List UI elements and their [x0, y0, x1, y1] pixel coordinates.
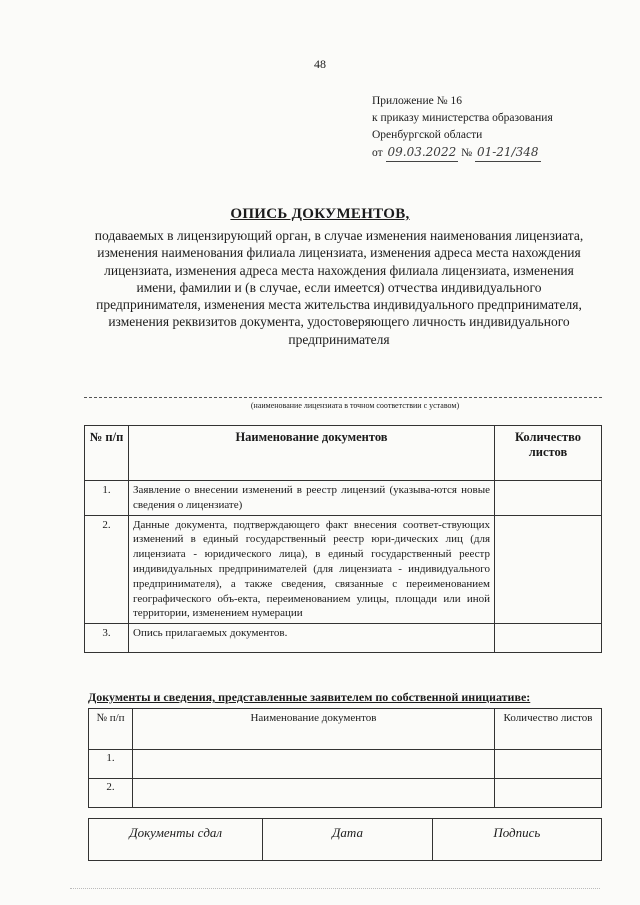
row-document-name: Данные документа, подтверждающего факт внесения соответ-ствующих изменений в единый государственный реестр юри-дических лиц (для лицензиата - юридического лица), в единый государственный реестр индивидуальных предпринимателей (для лицензиата - индивидуального предпринимателя), а также сведения, связанные с переименованием географического объ-екта, переименованием улицы, площади или иной территории, изменением нумерации	[129, 515, 495, 624]
row-number: 1.	[89, 750, 133, 779]
table-header-row	[85, 426, 602, 481]
order-date: 09.03.2022	[386, 144, 459, 162]
page-number: 48	[314, 57, 326, 71]
document-subtitle: подаваемых в лицензирующий орган, в случае изменения наименования лицензиата, изменения наименования филиала лицензиата, изменения адреса места нахождения лицензиата, изменения адреса места нахождения филиала лицензиата, изменения имени, фамилии и (в случае, если имеется) отчества индивидуального предпринимателя, изменения места жительства индивидуального предпринимателя, изменения реквизитов документа, удостоверяющего личность индивидуального предпринимателя	[94, 228, 584, 347]
header-document-name: Наименование документов	[129, 426, 495, 481]
submitted-by-label: Документы сдал	[89, 819, 263, 861]
signoff-table	[88, 818, 602, 861]
row-sheet-count[interactable]	[495, 624, 602, 653]
row-document-name[interactable]	[133, 750, 495, 779]
appendix-line-2: к приказу министерства образования	[372, 112, 553, 124]
date-label: Дата	[263, 819, 432, 861]
header-document-name: Наименование документов	[133, 709, 495, 750]
row-number: 2.	[89, 779, 133, 808]
own-initiative-title: Документы и сведения, представленные заявителем по собственной инициативе:	[88, 690, 531, 704]
row-sheet-count[interactable]	[495, 481, 602, 516]
header-sheet-count: Количество листов	[495, 426, 602, 481]
header-sheet-count: Количество листов	[495, 709, 602, 750]
signature-label: Подпись	[432, 819, 601, 861]
table-header-row	[89, 709, 602, 750]
date-prefix: от	[372, 147, 383, 159]
order-date-line	[372, 144, 553, 162]
row-document-name: Заявление о внесении изменений в реестр лицензий (указыва-ются новые сведения о лицензиате)	[129, 481, 495, 516]
order-number: 01-21/348	[475, 144, 541, 162]
header-number: № п/п	[89, 709, 133, 750]
row-number: 2.	[85, 515, 129, 624]
table-row	[85, 515, 602, 624]
licensee-name-line	[84, 397, 602, 398]
row-number: 1.	[85, 481, 129, 516]
row-sheet-count[interactable]	[495, 515, 602, 624]
appendix-line-1: Приложение № 16	[372, 95, 462, 107]
appendix-block	[372, 93, 553, 162]
row-sheet-count[interactable]	[495, 750, 602, 779]
table-row	[85, 481, 602, 516]
row-sheet-count[interactable]	[495, 779, 602, 808]
page-bottom-edge	[70, 888, 600, 889]
number-prefix: №	[461, 147, 473, 159]
table-row	[89, 779, 602, 808]
table-row	[85, 624, 602, 653]
documents-table	[84, 425, 602, 653]
document-title: ОПИСЬ ДОКУМЕНТОВ,	[230, 206, 410, 222]
signoff-header-row	[89, 819, 602, 861]
row-number: 3.	[85, 624, 129, 653]
header-number: № п/п	[85, 426, 129, 481]
row-document-name: Опись прилагаемых документов.	[129, 624, 495, 653]
appendix-line-3: Оренбургской области	[372, 129, 483, 141]
table-row	[89, 750, 602, 779]
row-document-name[interactable]	[133, 779, 495, 808]
own-initiative-table	[88, 708, 602, 808]
licensee-caption: (наименование лицензиата в точном соответствии с уставом)	[250, 401, 460, 410]
